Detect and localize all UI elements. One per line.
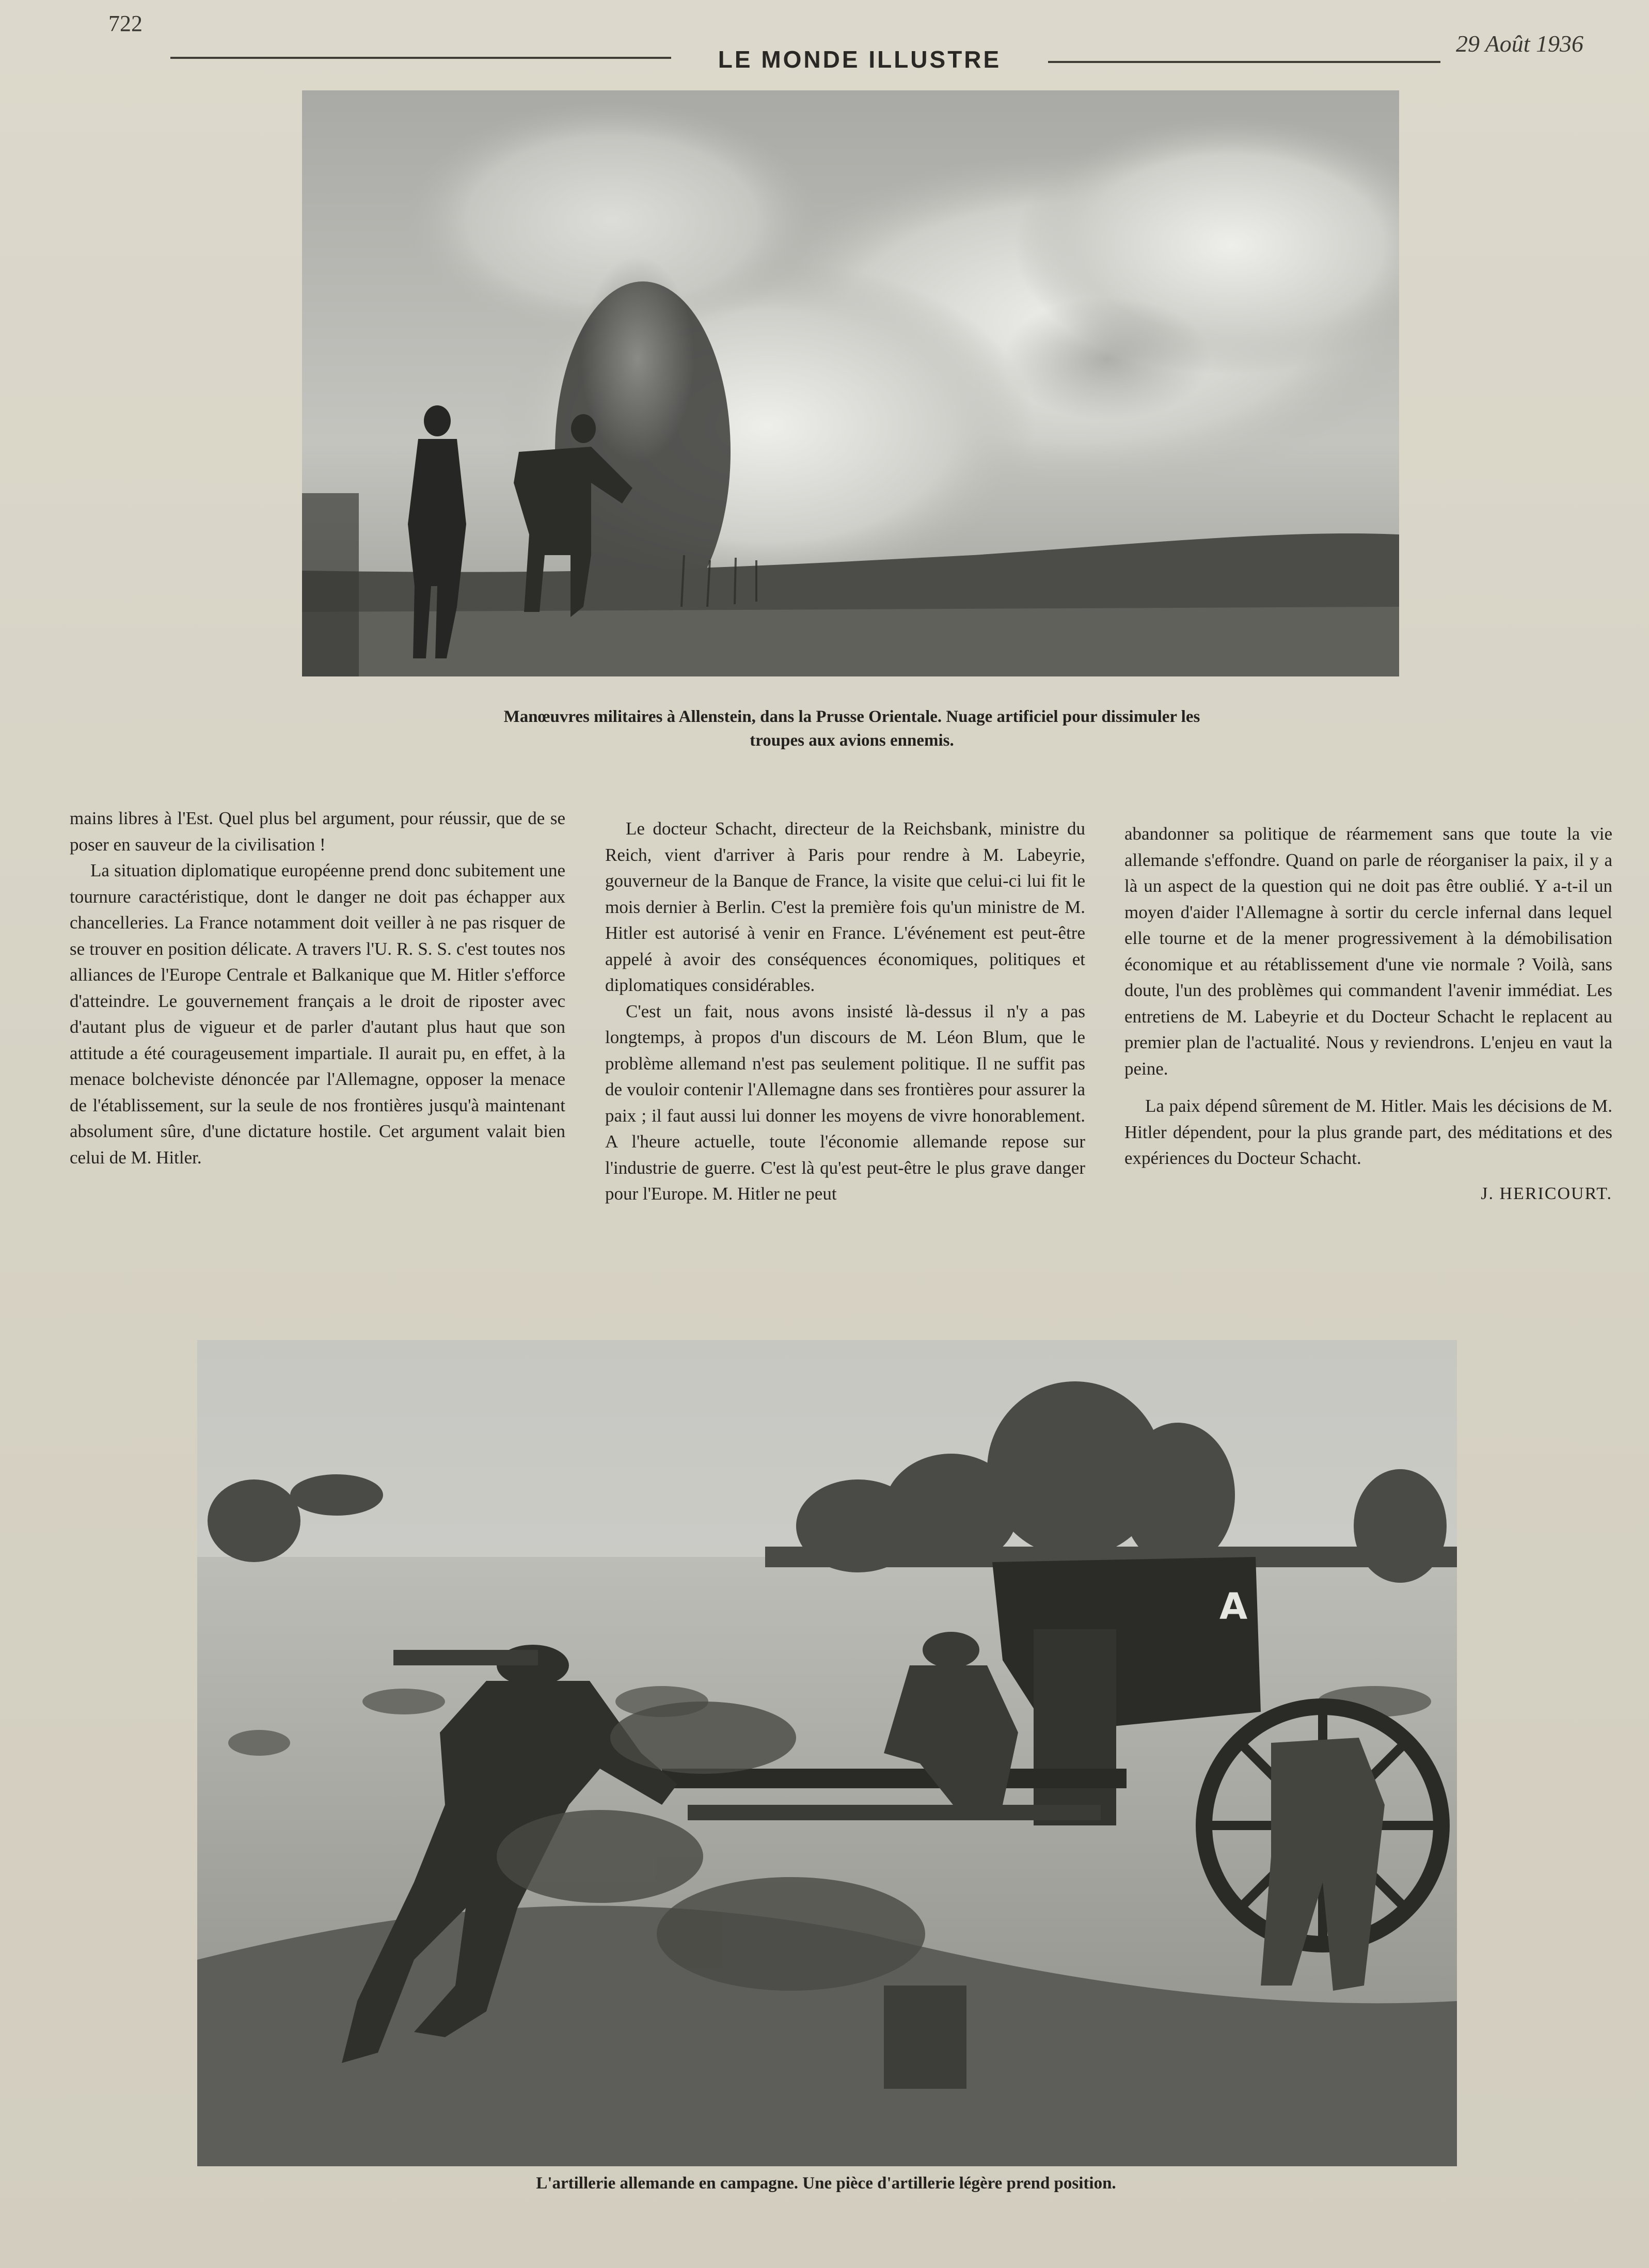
smoke-manoeuvres-image (302, 90, 1399, 676)
paragraph: mains libres à l'Est. Quel plus bel argument, pour réussir, que de se poser en sauveur de la civilisation ! (70, 808, 565, 855)
issue-date: 29 Août 1936 (1456, 30, 1584, 57)
author-signature: J. HERICOURT. (1481, 1184, 1612, 1203)
photo-caption-bottom: L'artillerie allemande en campagne. Une pièce d'artillerie légère prend position. (536, 2174, 1116, 2193)
page-number: 722 (108, 11, 142, 36)
paragraph: C'est un fait, nous avons insisté là-dessus il n'y a pas longtemps, à propos d'un discours de M. Léon Blum, que le problème allemand n'est pas seulement politique. Il ne suffit pas de vouloir contenir l'Allemagne dans ses frontières pour assurer la paix ; il faut aussi lui donner les moyens de vivre honorablement. A l'heure actuelle, toute l'économie allemande repose sur l'industrie de guerre. C'est là qu'est peut-être le plus grave danger pour l'Europe. M. Hitler ne peut (605, 1001, 1085, 1204)
paragraph: La paix dépend sûrement de M. Hitler. Mais les décisions de M. Hitler dépendent, pour la plus grande part, des méditations et des expériences du Docteur Schacht. (1124, 1096, 1612, 1168)
article-column-1 (70, 806, 565, 1171)
masthead-title: LE MONDE ILLUSTRE (718, 46, 1002, 73)
paragraph: La situation diplomatique européenne prend donc subitement une tournure caractéristique, dont le danger ne doit pas échapper aux chancelleries. La France notamment doit veiller à ne pas risquer de se trouver en position délicate. A travers l'U. R. S. S. c'est toutes nos alliances de l'Europe Centrale et Balkanique que M. Hitler s'efforce d'atteindre. Le gouvernement français a le droit de riposter avec d'autant plus de vigueur et de parler d'autant plus haut que son attitude a été courageusement impartiale. Il aurait pu, en effet, à la menace bolcheviste dénoncée par l'Allemagne, opposer la menace de l'établissement, sur la seule de nos frontières jusqu'à maintenant absolument sûre, d'une dictature hostile. Cet argument valait bien celui de M. Hitler. (70, 860, 565, 1168)
caption-line: Manœuvres militaires à Allenstein, dans la Prusse Orientale. Nuage artificiel pour dissimuler les (503, 707, 1200, 726)
photo-smoke-manoeuvres (302, 90, 1399, 676)
paragraph: Le docteur Schacht, directeur de la Reichsbank, ministre du Reich, vient d'arriver à Paris pour rendre à M. Labeyrie, gouverneur de la Banque de France, la visite que celui-ci lui fit le mois dernier à Berlin. C'est la première fois qu'un ministre de M. Hitler est autorisé à venir en France. L'événement est peut-être appelé à avoir des conséquences économiques, politiques et diplomatiques considérables. (605, 818, 1085, 995)
paragraph: abandonner sa politique de réarmement sans que toute la vie allemande s'effondre. Quand on parle de réorganiser la paix, il y a là un aspect de la question qui ne doit pas être oublié. Y a-t-il un moyen d'aider l'Allemagne à sortir du cercle infernal dans lequel elle tourne et de la mener progressivement à la démobilisation économique et au rétablissement d'une vie normale ? Voilà, sans doute, l'un des problèmes qui commandent l'avenir immédiat. Les entretiens de M. Labeyrie et du Docteur Schacht le replacent au premier plan de l'actualité. Nous y reviendrons. L'enjeu en vaut la peine. (1124, 824, 1612, 1079)
gun-marking: A (1219, 1585, 1248, 1628)
header-rule-left (170, 57, 671, 59)
photo-artillery (197, 1340, 1457, 2166)
artillery-image (197, 1340, 1457, 2166)
article-column-3 (1124, 821, 1612, 1207)
caption-line: troupes aux avions ennemis. (750, 731, 954, 750)
photo-caption-top (361, 705, 1342, 752)
article-column-2 (605, 816, 1085, 1207)
header-rule-right (1048, 61, 1440, 63)
